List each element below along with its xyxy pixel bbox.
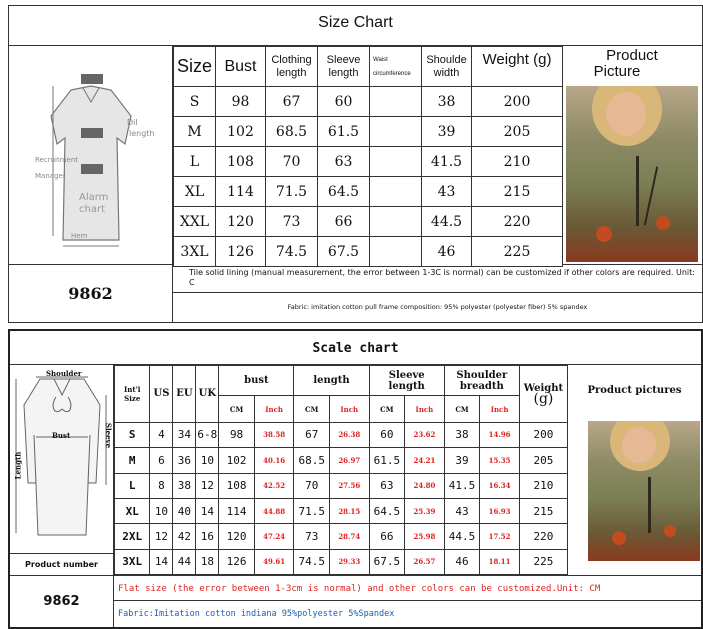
table-row (115, 473, 568, 498)
diagram-label-dil: Dil (127, 118, 138, 127)
table-cell: 225 (472, 237, 563, 267)
table-cell: 25.39 (405, 498, 445, 523)
table-cell: 44.5 (444, 524, 479, 549)
table-cell: 14.96 (480, 422, 520, 447)
shirt-diagram (10, 365, 114, 553)
table-cell: 43 (422, 177, 472, 207)
unit-inch: Inch (254, 396, 294, 422)
table-cell (370, 147, 422, 177)
table-cell: 28.15 (329, 498, 369, 523)
table-cell: 61.5 (318, 117, 370, 147)
table-cell: 200 (472, 87, 563, 117)
header-us: US (150, 366, 173, 423)
table-cell: 68.5 (294, 448, 329, 473)
table-cell: 44.88 (254, 498, 294, 523)
table-row (115, 524, 568, 549)
header-intl: Int'l (124, 384, 141, 394)
product-photo-bottom (588, 421, 700, 561)
unit-cm: CM (294, 396, 329, 422)
table-cell: 40.16 (254, 448, 294, 473)
table-cell: 18 (196, 549, 219, 574)
table-cell: 46 (422, 237, 472, 267)
table-cell: 16.34 (480, 473, 520, 498)
flower-shape (612, 531, 626, 545)
table-cell: 34 (173, 422, 196, 447)
unit-inch: Inch (480, 396, 520, 422)
table-row (115, 422, 568, 447)
table-cell: 38 (444, 422, 479, 447)
table-cell: 10 (196, 448, 219, 473)
table-cell: 42.52 (254, 473, 294, 498)
product-picture-label-top (562, 48, 702, 80)
shirt-diagram-icon (10, 365, 114, 553)
header-shoulder-width (422, 47, 472, 87)
header-uk: UK (196, 366, 219, 423)
table-cell: 74.5 (266, 237, 318, 267)
diagram-label-length: Length (13, 451, 23, 480)
table-cell: 60 (369, 422, 404, 447)
table-cell: 39 (444, 448, 479, 473)
table-cell: 40 (173, 498, 196, 523)
table-cell: 126 (216, 237, 266, 267)
table-cell: 16 (196, 524, 219, 549)
table-row (115, 498, 568, 523)
table-cell: 6 (150, 448, 173, 473)
table-cell: 2XL (115, 524, 150, 549)
table-cell: 18.11 (480, 549, 520, 574)
table-cell: S (115, 422, 150, 447)
size-chart-top (8, 5, 703, 323)
table-row (115, 448, 568, 473)
table-cell: 15.35 (480, 448, 520, 473)
header-length-b: length (294, 366, 369, 396)
table-cell: 215 (519, 498, 567, 523)
table-cell: 67.5 (318, 237, 370, 267)
table-cell: 41.5 (422, 147, 472, 177)
header-size-b: Size (124, 393, 141, 403)
diagram-label-alarm: Alarm (79, 192, 109, 203)
table-cell: L (115, 473, 150, 498)
diagram-label-shoulder: Shoulder (46, 369, 82, 378)
table-cell: 114 (219, 498, 254, 523)
table-cell: 4 (150, 422, 173, 447)
measurement-note-bottom: Flat size (the error between 1-3cm is normal) and other colors can be customized.Unit: CM (114, 575, 701, 601)
table-cell: 61.5 (369, 448, 404, 473)
dress-diagram-icon (9, 46, 173, 265)
table-cell: 3XL (174, 237, 216, 267)
face-shape (606, 92, 646, 136)
table-cell: M (115, 448, 150, 473)
header-eu: EU (173, 366, 196, 423)
table-cell: 66 (369, 524, 404, 549)
table-cell: 14 (196, 498, 219, 523)
header-waist (370, 47, 422, 87)
table-cell: 38 (422, 87, 472, 117)
table-cell: 38 (173, 473, 196, 498)
unit-cm: CM (444, 396, 479, 422)
table-cell: 39 (422, 117, 472, 147)
product-label-2: Picture (593, 63, 641, 80)
table-cell: 44.5 (422, 207, 472, 237)
table-row (174, 237, 563, 267)
product-pictures-cell (568, 365, 701, 575)
table-cell: 74.5 (294, 549, 329, 574)
table-row (174, 177, 563, 207)
header-weight-b2: (g) (533, 390, 554, 407)
table-cell: 205 (472, 117, 563, 147)
table-cell: 205 (519, 448, 567, 473)
table-cell: 70 (294, 473, 329, 498)
table-cell: 64.5 (369, 498, 404, 523)
table-cell (370, 177, 422, 207)
table-cell: 41.5 (444, 473, 479, 498)
header-shoulder-2: width (433, 66, 460, 79)
unit-cm: CM (369, 396, 404, 422)
table-cell: 36 (173, 448, 196, 473)
header-sleeve: Sleeve (326, 53, 361, 66)
table-cell: 6-8 (196, 422, 219, 447)
header-clothing-2: length (276, 66, 307, 79)
table-cell (370, 207, 422, 237)
table-cell: 120 (219, 524, 254, 549)
table-cell: 38.58 (254, 422, 294, 447)
diagram-label-recruitment: Recruitment (35, 156, 79, 164)
table-cell: 98 (216, 87, 266, 117)
table-cell: 27.56 (329, 473, 369, 498)
header-shoulder-breadth-b (444, 366, 519, 396)
table-cell: 225 (519, 549, 567, 574)
stem-shape (636, 156, 639, 226)
table-cell: 24.21 (405, 448, 445, 473)
table-cell: 26.97 (329, 448, 369, 473)
table-cell: 49.61 (254, 549, 294, 574)
table-cell: 46 (444, 549, 479, 574)
garment-diagram (9, 46, 173, 265)
table-cell: 67 (294, 422, 329, 447)
table-cell: S (174, 87, 216, 117)
table-cell: 8 (150, 473, 173, 498)
table-cell: XL (174, 177, 216, 207)
table-cell: 220 (519, 524, 567, 549)
table-row (115, 549, 568, 574)
table-cell: 68.5 (266, 117, 318, 147)
table-cell: 67.5 (369, 549, 404, 574)
table-cell: 220 (472, 207, 563, 237)
face-shape (622, 427, 656, 463)
size-chart-title: Size Chart (9, 6, 702, 46)
header-size: Size (174, 47, 216, 87)
header-waist-1: Waist (373, 56, 388, 63)
fabric-note-top: Fabric: imitation cotton pull frame composition: 95% polyester (polyester fiber) 5% spandex (287, 303, 588, 311)
diagram-label-length: length (129, 129, 155, 138)
product-number-top: 9862 (9, 265, 173, 322)
product-picture-cell-top (562, 46, 702, 265)
table-cell: 102 (219, 448, 254, 473)
table-cell: 23.62 (405, 422, 445, 447)
header-bust: Bust (216, 47, 266, 87)
table-cell: 67 (266, 87, 318, 117)
table-cell: 71.5 (294, 498, 329, 523)
table-cell: 3XL (115, 549, 150, 574)
table-cell: 24.80 (405, 473, 445, 498)
table-cell: 63 (369, 473, 404, 498)
measurement-note-top: Tile solid lining (manual measurement, the error between 1-3C is normal) can be customized if other colors are required. Unit: C (173, 265, 702, 293)
table-cell: 16.93 (480, 498, 520, 523)
table-cell: M (174, 117, 216, 147)
table-cell: 29.33 (329, 549, 369, 574)
table-cell (370, 237, 422, 267)
table-cell: 12 (150, 524, 173, 549)
product-number-label: Product number (10, 553, 114, 575)
diagram-label-bust: Bust (52, 431, 71, 440)
table-cell: 12 (196, 473, 219, 498)
table-cell: 108 (219, 473, 254, 498)
table-cell: 120 (216, 207, 266, 237)
table-cell: L (174, 147, 216, 177)
table-cell: 42 (173, 524, 196, 549)
table-cell: 14 (150, 549, 173, 574)
table-cell: 25.98 (405, 524, 445, 549)
table-cell: 17.52 (480, 524, 520, 549)
header-intl-size (115, 366, 150, 423)
diagram-label-chart: chart (79, 204, 105, 215)
table-row (174, 117, 563, 147)
table-cell: 210 (472, 147, 563, 177)
table-cell: 73 (294, 524, 329, 549)
product-pictures-label: Product pictures (587, 385, 682, 396)
header-clothing: Clothing (271, 53, 312, 66)
header-bust-b: bust (219, 366, 294, 396)
stem-shape (648, 477, 651, 533)
table-cell: XXL (174, 207, 216, 237)
diagram-label-hem: Hem (71, 232, 88, 240)
flower-shape (664, 525, 676, 537)
table-cell: 26.38 (329, 422, 369, 447)
table-row (174, 87, 563, 117)
product-label-1: Product (606, 47, 658, 64)
header-sleeve-2: length (328, 66, 359, 79)
header-sleeve-length-b (369, 366, 444, 396)
header-sleeve-b1: Sleeve (388, 369, 425, 381)
table-cell: 43 (444, 498, 479, 523)
diagram-label-sleeve: Sleeve (104, 422, 114, 449)
fabric-note-bottom: Fabric:Imitation cotton indiana 95%polyester 5%Spandex (118, 609, 395, 619)
header-shoulder-b2: breadth (459, 380, 504, 392)
diagram-label-manager: Manager (35, 172, 66, 180)
header-shoulder: Shoulde (426, 53, 467, 66)
table-cell: 64.5 (318, 177, 370, 207)
table-cell: 98 (219, 422, 254, 447)
table-cell: 71.5 (266, 177, 318, 207)
table-cell (370, 117, 422, 147)
header-weight-b1: Weight (523, 382, 564, 394)
table-cell: 73 (266, 207, 318, 237)
table-cell: 108 (216, 147, 266, 177)
table-cell: 10 (150, 498, 173, 523)
size-table-top (173, 46, 563, 267)
header-waist-2: circumference (373, 70, 411, 77)
table-row (174, 147, 563, 177)
table-cell: 44 (173, 549, 196, 574)
table-cell: 126 (219, 549, 254, 574)
table-cell: XL (115, 498, 150, 523)
scale-chart-title: Scale chart (10, 331, 701, 365)
unit-inch: Inch (405, 396, 445, 422)
table-cell: 215 (472, 177, 563, 207)
header-weight-b (519, 366, 567, 423)
table-cell: 28.74 (329, 524, 369, 549)
table-cell: 102 (216, 117, 266, 147)
table-cell: 26.57 (405, 549, 445, 574)
table-cell: 60 (318, 87, 370, 117)
table-cell: 70 (266, 147, 318, 177)
table-cell: 66 (318, 207, 370, 237)
table-cell: 200 (519, 422, 567, 447)
header-clothing-length (266, 47, 318, 87)
table-cell: 47.24 (254, 524, 294, 549)
stem-shape (644, 166, 658, 225)
header-sleeve-b2: length (388, 380, 425, 392)
unit-cm: CM (219, 396, 254, 422)
product-number-bottom: 9862 (10, 575, 114, 627)
product-photo-top (566, 86, 698, 262)
table-cell (370, 87, 422, 117)
table-cell: 63 (318, 147, 370, 177)
table-cell: 114 (216, 177, 266, 207)
flower-shape (656, 216, 670, 230)
header-weight: Weight (g) (472, 47, 563, 87)
header-shoulder-b1: Shoulder (456, 369, 508, 381)
scale-table-bottom (114, 365, 568, 575)
table-cell: 210 (519, 473, 567, 498)
flower-shape (596, 226, 612, 242)
table-row (174, 207, 563, 237)
unit-inch: Inch (329, 396, 369, 422)
header-sleeve-length (318, 47, 370, 87)
scale-chart-bottom (8, 329, 703, 629)
